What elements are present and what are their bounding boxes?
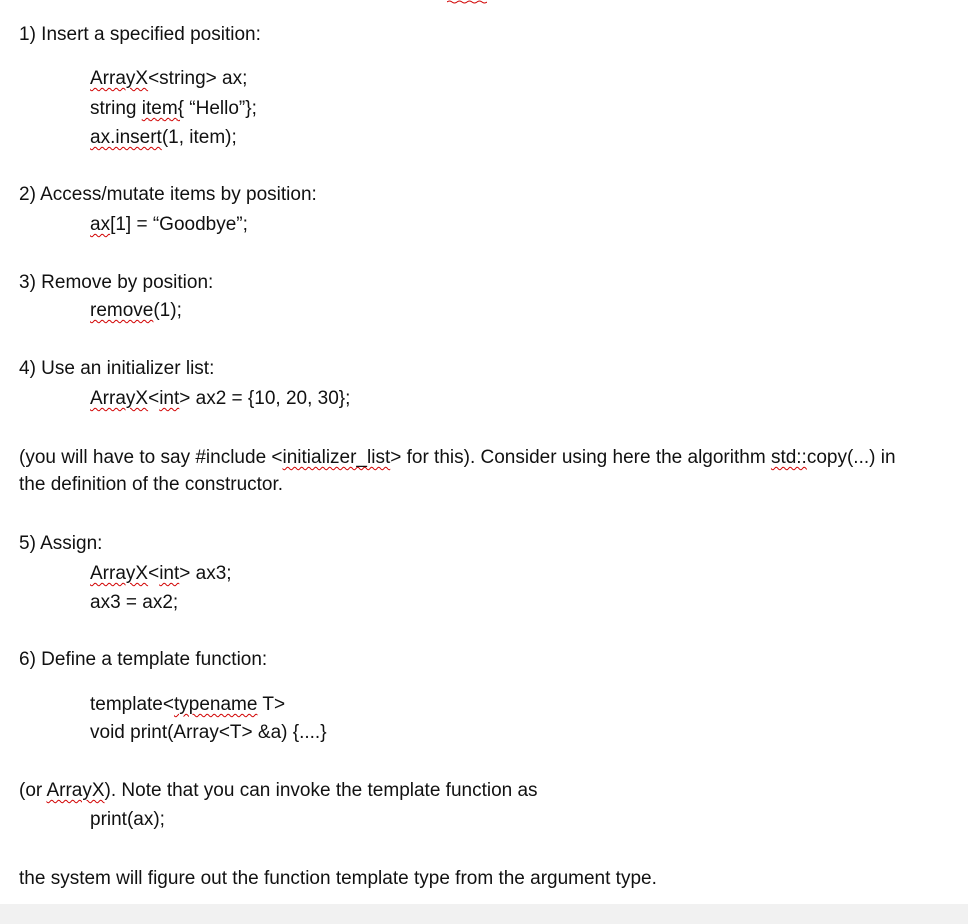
section-5-code-line-1: ArrayX<int> ax3; bbox=[90, 563, 232, 584]
section-4-heading: 4) Use an initializer list: bbox=[19, 358, 215, 379]
section-2-code-line-1: ax[1] = “Goodbye”; bbox=[90, 214, 248, 235]
spell-flag-arrayx: ArrayX bbox=[90, 563, 149, 584]
section-4-code-line-1: ArrayX<int> ax2 = {10, 20, 30}; bbox=[90, 388, 351, 409]
spell-flag-ax: ax bbox=[90, 214, 111, 235]
spell-flag-arrayx: ArrayX bbox=[90, 388, 149, 409]
spell-flag-arrayx: ArrayX bbox=[46, 780, 105, 801]
spell-flag-typename: typename bbox=[173, 694, 258, 715]
section-5-heading: 5) Assign: bbox=[19, 533, 103, 554]
section-2-heading: 2) Access/mutate items by position: bbox=[19, 184, 317, 205]
section-6-code-line-1: template<typename T> bbox=[90, 694, 286, 715]
section-6-note-line-1: (or ArrayX). Note that you can invoke the template function as bbox=[19, 780, 538, 801]
spell-flag-arrayx: ArrayX bbox=[90, 68, 149, 89]
spell-flag-ax-insert: ax.insert bbox=[90, 127, 162, 148]
spell-flag-int: int bbox=[159, 563, 180, 584]
section-6-code-line-2: void print(Array<T> &a) {....} bbox=[90, 722, 327, 743]
spell-flag-std: std:: bbox=[770, 447, 807, 468]
section-6-code-line-3: print(ax); bbox=[90, 809, 165, 830]
spell-flag-int: int bbox=[159, 388, 180, 409]
section-6-note-line-2: the system will figure out the function template type from the argument type. bbox=[19, 868, 657, 889]
section-4-note-line-1: (you will have to say #include <initializer_list> for this). Consider using here the algorithm std::copy(...) in bbox=[19, 447, 896, 468]
section-3-heading: 3) Remove by position: bbox=[19, 272, 214, 293]
section-3-code-line-1: remove(1); bbox=[90, 300, 182, 321]
spell-flag-remove: remove bbox=[90, 300, 154, 321]
section-1-code-line-1: ArrayX<string> ax; bbox=[90, 68, 248, 89]
section-4-note-line-2: the definition of the constructor. bbox=[19, 474, 284, 495]
section-6-heading: 6) Define a template function: bbox=[19, 649, 268, 670]
spell-flag-item: item{ bbox=[141, 98, 184, 119]
page-bottom-edge bbox=[0, 904, 968, 924]
spellcheck-squiggle-fragment bbox=[447, 0, 487, 4]
spell-flag-initializer-list: initializer_list bbox=[282, 447, 391, 468]
section-1-code-line-3: ax.insert(1, item); bbox=[90, 127, 237, 148]
section-1-heading: 1) Insert a specified position: bbox=[19, 24, 261, 45]
section-1-code-line-2: string item{ “Hello”}; bbox=[90, 98, 257, 119]
section-5-code-line-2: ax3 = ax2; bbox=[90, 592, 179, 613]
